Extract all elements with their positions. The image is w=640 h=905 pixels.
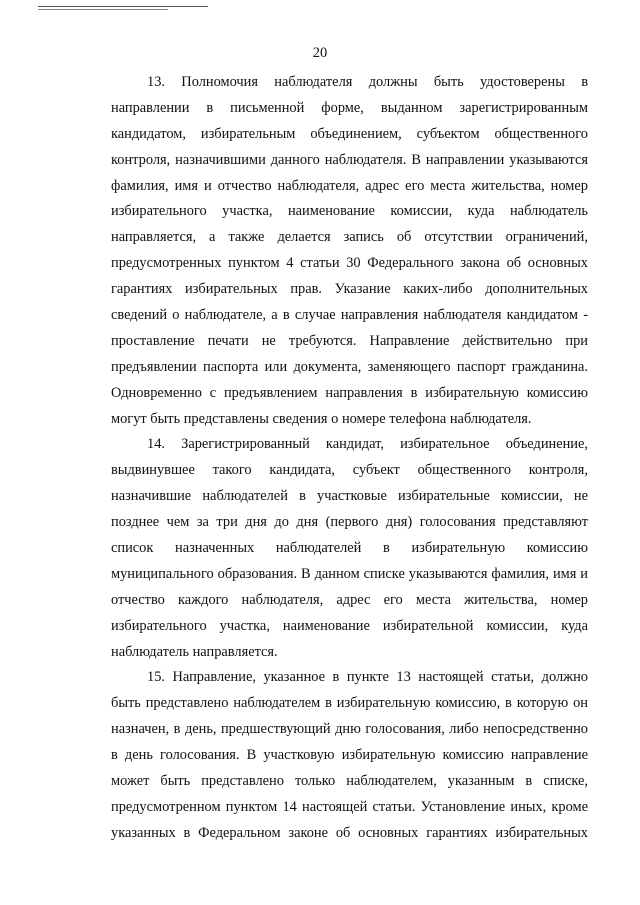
text-line: быть представлено наблюдателем в избирательную комиссию, в которую он — [111, 695, 588, 712]
paragraph-15 — [111, 665, 588, 846]
text-line: указанных в Федеральном законе об основных гарантиях избирательных — [111, 824, 588, 841]
text-line: может быть представлено только наблюдателем, указанным в списке, — [111, 773, 588, 790]
text-line: предусмотренных пунктом 4 статьи 30 Федерального закона об основных — [111, 255, 588, 272]
text-line: гарантиях избирательных прав. Указание каких-либо дополнительных — [111, 281, 588, 298]
text-line: предусмотренном пунктом 14 настоящей статьи. Установление иных, кроме — [111, 798, 588, 815]
text-line: список назначенных наблюдателей в избирательную комиссию — [111, 540, 588, 557]
paragraph-14 — [111, 432, 588, 665]
text-line: фамилия, имя и отчество наблюдателя, адрес его места жительства, номер — [111, 177, 588, 194]
text-line: сведений о наблюдателе, а в случае направления наблюдателя кандидатом - — [111, 307, 588, 324]
text-line: 15. Направление, указанное в пункте 13 настоящей статьи, должно — [147, 669, 588, 686]
text-line: избирательного участка, наименование комиссии, куда наблюдатель — [111, 203, 588, 220]
text-line: предъявлении паспорта или документа, заменяющего паспорт гражданина. — [111, 358, 588, 375]
text-line: позднее чем за три дня до дня (первого дня) голосования представляют — [111, 514, 588, 531]
text-line: могут быть представлены сведения о номере телефона наблюдателя. — [111, 410, 532, 427]
text-line: Одновременно с предъявлением направления в избирательную комиссию — [111, 384, 588, 401]
text-line: 14. Зарегистрированный кандидат, избирательное объединение, — [147, 436, 588, 453]
text-line: назначившие наблюдателей в участковые избирательные комиссии, не — [111, 488, 588, 505]
text-line: избирательного участка, наименование избирательной комиссии, куда — [111, 617, 588, 634]
text-line: муниципального образования. В данном списке указываются фамилия, имя и — [111, 565, 588, 582]
paragraph-13 — [111, 70, 588, 432]
header-rule — [38, 6, 208, 7]
text-line: наблюдатель направляется. — [111, 643, 278, 660]
text-line: отчество каждого наблюдателя, адрес его места жительства, номер — [111, 591, 588, 608]
text-line: 13. Полномочия наблюдателя должны быть удостоверены в — [147, 74, 588, 90]
header-rule-secondary — [38, 9, 168, 10]
text-line: выдвинувшее такого кандидата, субъект общественного контроля, — [111, 462, 588, 479]
document-body — [111, 70, 588, 847]
text-line: в день голосования. В участковую избирательную комиссию направление — [111, 747, 588, 764]
text-line: направляется, а также делается запись об отсутствии ограничений, — [111, 229, 588, 246]
text-line: проставление печати не требуются. Направление действительно при — [111, 332, 588, 349]
text-line: кандидатом, избирательным объединением, субъектом общественного — [111, 125, 588, 142]
text-line: направлении в письменной форме, выданном зарегистрированным — [111, 99, 588, 116]
text-line: назначен, в день, предшествующий дню голосования, либо непосредственно — [111, 721, 588, 738]
text-line: контроля, назначившими данного наблюдателя. В направлении указываются — [111, 151, 588, 168]
page-number: 20 — [312, 45, 328, 61]
